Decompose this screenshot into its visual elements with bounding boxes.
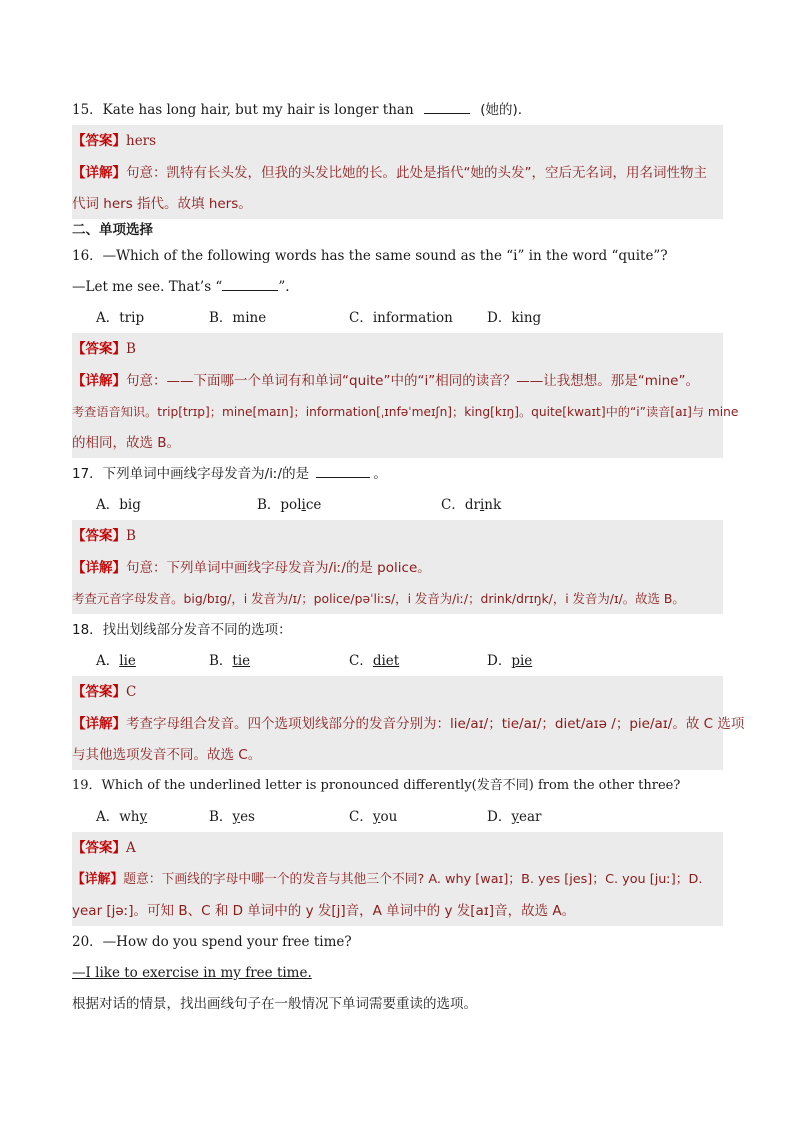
option-d[interactable]: D．year [487, 809, 542, 825]
section-title: 二、单项选择 [72, 222, 153, 238]
detail-19-line2: year [jəː]。可知 B、C 和 D 单词中的 y 发[j]音，A 单词中的 y 发[aɪ]音，故选 A。 [72, 903, 576, 919]
detail-17-line1: 【详解】句意：下列单词中画线字母发音为/iː/的是 police。 [72, 560, 431, 576]
question-18-stem: 18．找出划线部分发音不同的选项： [72, 622, 292, 638]
option-b[interactable]: B．yes [209, 809, 255, 825]
detail-17-line2: 考查元音字母发音。big/bɪg/，i 发音为/ɪ/；police/pəˈliːs/，i 发音为/iː/；drink/drɪŋk/，i 发音为/ɪ/。故选 B。 [72, 591, 685, 606]
detail-18-line1: 【详解】考查字母组合发音。四个选项划线部分的发音分别为：lie/aɪ/；tie/aɪ/；diet/aɪə /；pie/aɪ/。故 C 选项 [72, 716, 745, 732]
option-a[interactable]: A．lie [96, 653, 136, 669]
option-c[interactable]: C．you [349, 809, 398, 825]
answer-blank [316, 465, 370, 478]
answer-17: 【答案】B [72, 528, 136, 544]
option-d[interactable]: D．pie [487, 653, 533, 669]
option-b[interactable]: B．tie [209, 653, 251, 669]
answer-tag: 【答案】 [72, 133, 126, 149]
detail-15-line1: 【详解】句意：凯特有长头发，但我的头发比她的长。此处是指代“她的头发”，空后无名词，用名词性物主 [72, 165, 707, 181]
question-16-stem1: 16．—Which of the following words has the same sound as the “i” in the word “quite”? [72, 248, 668, 264]
question-15-stem [72, 100, 722, 120]
detail-16-line2: 考查语音知识。trip[trɪp]；mine[maɪn]；information[ˌɪnfəˈmeɪʃn]；king[kɪŋ]。quite[kwaɪt]中的“i”读音[aɪ]与 mine [72, 405, 739, 419]
answer-blank [424, 101, 470, 114]
question-15-text: 15．Kate has long hair, but my hair is longer than [72, 102, 414, 118]
answer-value: hers [126, 133, 157, 149]
detail-16-line1: 【详解】句意：——下面哪一个单词有和单词“quite”中的“i”相同的读音？——让我想想。那是“mine”。 [72, 373, 699, 389]
answer-16: 【答案】B [72, 341, 136, 357]
option-a[interactable]: A．trip [96, 310, 145, 326]
question-15-hint: (她的). [480, 102, 523, 118]
detail-16-line3: 的相同，故选 B。 [72, 435, 181, 451]
option-b[interactable]: B．police [257, 497, 322, 513]
option-a[interactable]: A．big [96, 497, 141, 513]
option-d[interactable]: D．king [487, 310, 542, 326]
detail-18-line2: 与其他选项发音不同。故选 C。 [72, 747, 262, 763]
detail-15-line2: 代词 hers 指代。故填 hers。 [72, 196, 252, 212]
answer-19: 【答案】A [72, 840, 136, 856]
option-c[interactable]: C．drink [441, 497, 502, 513]
question-20-stem2 [72, 963, 722, 983]
option-c[interactable]: C．diet [349, 653, 400, 669]
option-a[interactable]: A．why [96, 809, 148, 825]
detail-tag: 【详解】 [72, 165, 126, 181]
option-b[interactable]: B．mine [209, 310, 267, 326]
detail-19-line1: 【详解】题意：下画线的字母中哪一个的发音与其他三个不同? A. why [waɪ]；B. yes [jes]；C. you [juː]；D. [72, 872, 703, 887]
option-c[interactable]: C．information [349, 310, 453, 326]
question-19-stem: 19．Which of the underlined letter is pronounced differently(发音不同) from the other three? [72, 778, 681, 793]
answer-blank [222, 278, 278, 291]
question-20-stem3: 根据对话的情景，找出画线句子在一般情况下单词需要重读的选项。 [72, 996, 477, 1012]
answer-18: 【答案】C [72, 684, 137, 700]
question-20-stem1: 20．—How do you spend your free time? [72, 934, 352, 950]
question-16-stem2: —Let me see. That’s “ ”. [72, 279, 290, 295]
question-17-stem: 17．下列单词中画线字母发音为/iː/的是 。 [72, 466, 387, 482]
answer-15 [72, 131, 722, 151]
underlined-sentence: —I like to exercise in my free time. [72, 965, 312, 981]
